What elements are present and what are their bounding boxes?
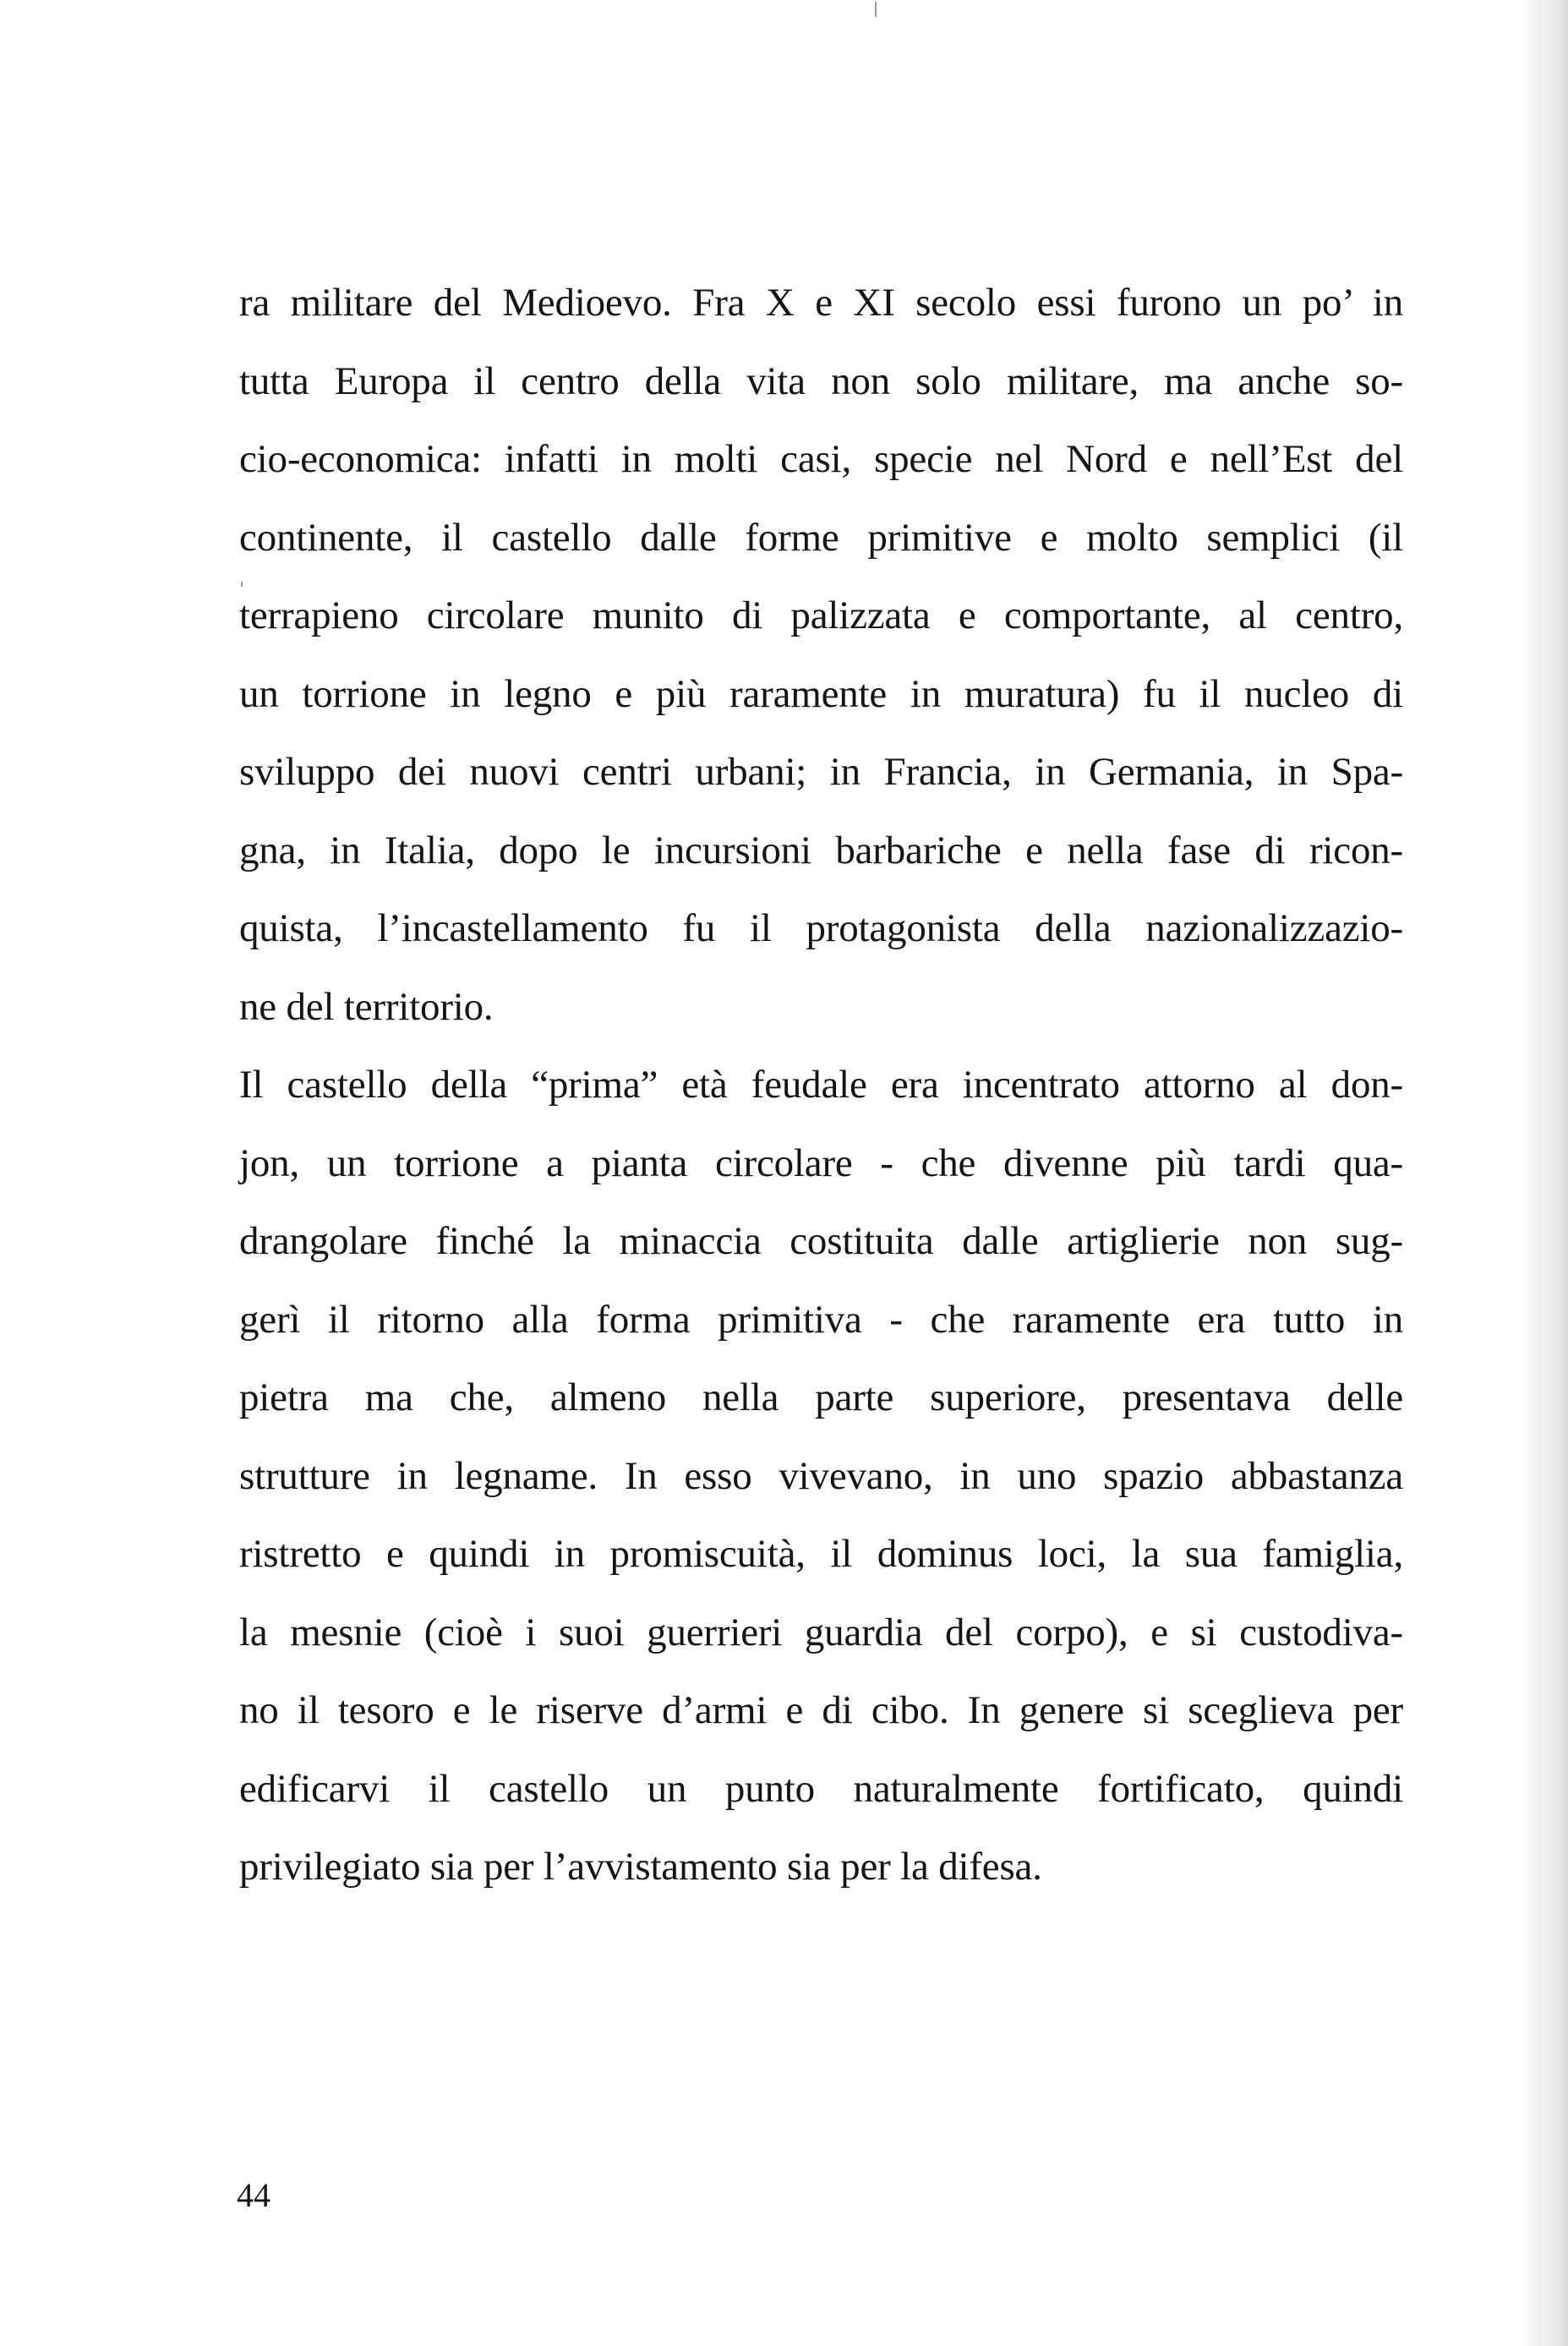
text-line: gna, in Italia, dopo le incursioni barbariche e nella fase di ricon- — [239, 828, 1403, 872]
scan-speck — [875, 2, 877, 17]
text-line: un torrione in legno e più raramente in muratura) fu il nucleo di — [239, 671, 1403, 716]
text-line: strutture in legname. In esso vivevano, in uno spazio abbastanza — [239, 1453, 1403, 1498]
text-line: tutta Europa il centro della vita non solo militare, ma anche so- — [239, 358, 1403, 403]
text-line: edificarvi il castello un punto naturalmente fortificato, quindi — [239, 1766, 1403, 1811]
text-line: la mesnie (cioè i suoi guerrieri guardia del corpo), e si custodiva- — [239, 1610, 1403, 1654]
paragraph-2 — [239, 1046, 1403, 1906]
text-line: jon, un torrione a pianta circolare - che divenne più tardi qua- — [239, 1140, 1403, 1185]
text-line: terrapieno circolare munito di palizzata e comportante, al centro, — [239, 593, 1403, 637]
paragraph-1 — [239, 264, 1403, 1046]
text-line: Il castello della “prima” età feudale era incentrato attorno al don- — [239, 1063, 1403, 1107]
text-line: gerì il ritorno alla forma primitiva - che raramente era tutto in — [239, 1297, 1403, 1342]
text-line: sviluppo dei nuovi centri urbani; in Francia, in Germania, in Spa- — [239, 750, 1403, 794]
text-line: drangolare finché la minaccia costituita dalle artiglierie non sug- — [239, 1219, 1403, 1263]
body-text — [239, 264, 1403, 1906]
text-line: continente, il castello dalle forme primitive e molto semplici (il — [239, 515, 1403, 560]
text-line: cio-economica: infatti in molti casi, specie nel Nord e nell’Est del — [239, 437, 1403, 481]
text-line: ristretto e quindi in promiscuità, il dominus loci, la sua famiglia, — [239, 1532, 1403, 1576]
page-number: 44 — [237, 2176, 270, 2214]
text-line: quista, l’incastellamento fu il protagonista della nazionalizzazio- — [239, 906, 1403, 950]
scan-edge-shadow — [1517, 0, 1568, 2346]
text-line: no il tesoro e le riserve d’armi e di cibo. In genere si sceglieva per — [239, 1688, 1403, 1732]
text-line: privilegiato sia per l’avvistamento sia per la difesa. — [239, 1845, 1042, 1889]
text-line: ne del territorio. — [239, 984, 494, 1029]
text-line: ra militare del Medioevo. Fra X e XI secolo essi furono un po’ in — [239, 281, 1403, 325]
text-line: pietra ma che, almeno nella parte superiore, presentava delle — [239, 1375, 1403, 1419]
